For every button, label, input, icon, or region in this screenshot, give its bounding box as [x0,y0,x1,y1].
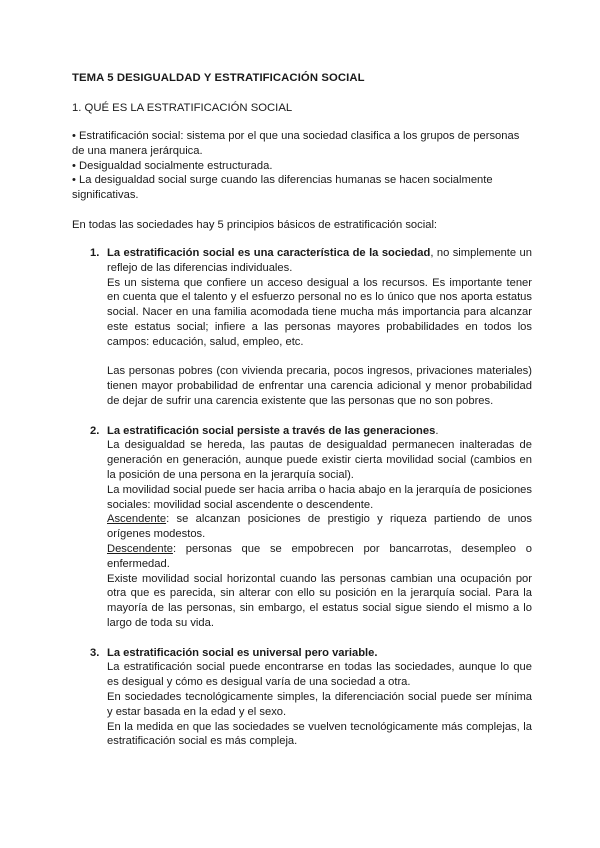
descendente-label: Descendente [107,542,173,555]
principle-heading-line [107,246,532,276]
ascendente-text: : se alcanzan posiciones de prestigio y riqueza partiendo de unos orígenes modestos. [107,513,532,541]
principle-number: 2. [90,424,100,437]
lead-paragraph: En todas las sociedades hay 5 principios básicos de estratificación social: [72,219,438,231]
principles-list [72,246,532,749]
principle-number: 3. [90,646,100,659]
principle-item [72,424,532,646]
principle-paragraph: En sociedades tecnológicamente simples, la diferenciación social puede ser mínima y estar basada en la edad y el sexo. [107,690,532,718]
descendente-definition [107,542,532,572]
intro-bullet: • La desigualdad social surge cuando las diferencias humanas se hacen socialmente significativas. [72,174,493,202]
section-heading: 1. QUÉ ES LA ESTRATIFICACIÓN SOCIAL [72,102,293,114]
principle-heading-rest: , no simplemente un reflejo de las diferencias individuales. [107,247,532,274]
principle-heading-line [107,646,532,661]
principle-heading: La estratificación social es universal pero variable. [107,646,378,659]
intro-bullet: • Desigualdad socialmente estructurada. [72,159,273,172]
descendente-text: : personas que se empobrecen por bancarrotas, desempleo o enfermedad. [107,542,532,570]
principle-paragraph: En la medida en que las sociedades se vuelven tecnológicamente más complejas, la estratificación social es más compleja. [107,720,532,748]
principle-heading-line [107,424,532,439]
principle-item [72,646,532,750]
principle-heading-rest: . [435,424,439,437]
document-title: TEMA 5 DESIGUALDAD Y ESTRATIFICACIÓN SOCIAL [72,72,365,84]
principle-paragraph: La estratificación social puede encontrarse en todas las sociedades, aunque lo que es desigual y cómo es desigual varía de una sociedad a otra. [107,661,532,689]
ascendente-definition [107,512,532,542]
ascendente-label: Ascendente [107,513,167,526]
principle-item [72,246,532,424]
principle-paragraph: Es un sistema que confiere un acceso desigual a los recursos. Es importante tener en cuenta que el talento y el esfuerzo personal no es lo único que nos aporta estatus social. Nacer en una familia acomodada tiene mucha más importancia para alcanzar este estatus social; infiere a las personas mayores probabilidades en todos los campos: educación, salud, empleo, etc. [107,276,532,348]
principle-heading: La estratificación social es una característica de la sociedad [107,247,431,259]
intro-bullet: • Estratificación social: sistema por el que una sociedad clasifica a los grupos de personas de una manera jerárquica. [72,130,520,157]
principle-number: 1. [90,247,100,259]
intro-bullets [72,129,532,203]
principle-paragraph: Las personas pobres (con vivienda precaria, pocos ingresos, privaciones materiales) tienen mayor probabilidad de enfrentar una carencia adicional y menor probabilidad de dejar de sufrir una carencia existente que las personas que no son pobres. [107,365,532,407]
principle-paragraph: Existe movilidad social horizontal cuando las personas cambian una ocupación por otra que es parecida, sin alterar con ello su posición en la jerarquía social. Para la mayoría de las personas, sin embargo, el estatus social sigue siendo el mismo a lo largo de toda su vida. [107,572,532,629]
principle-heading: La estratificación social persiste a través de las generaciones [107,424,436,437]
principle-paragraph: La desigualdad se hereda, las pautas de desigualdad permanecen inalteradas de generación en generación, aunque puede existir cierta movilidad social (cambios en la posición de una persona en la jerarquía social). [107,439,532,481]
principle-paragraph: La movilidad social puede ser hacia arriba o hacia abajo en la jerarquía de posiciones sociales: movilidad social ascendente o descendente. [107,483,532,511]
